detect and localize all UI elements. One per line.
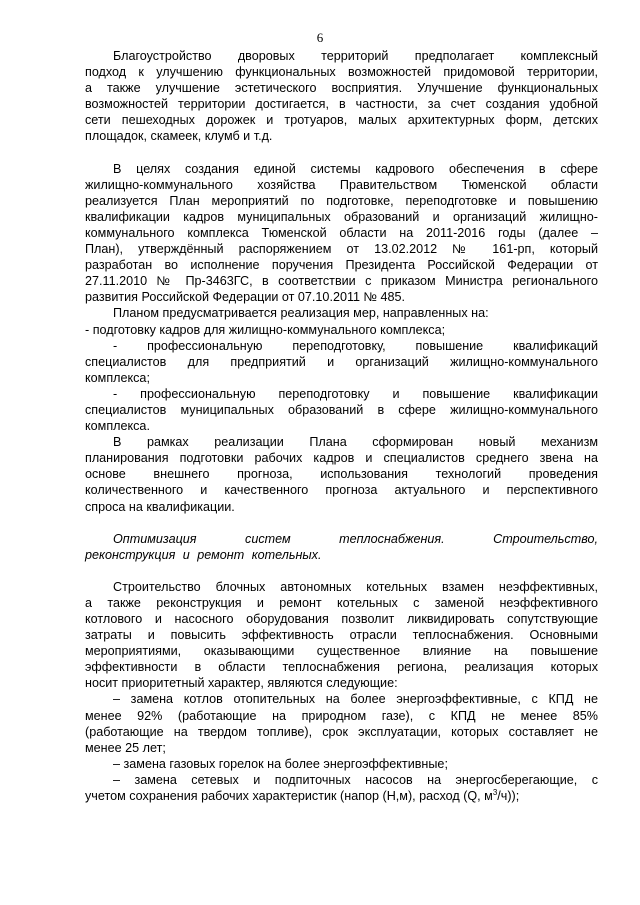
- text-fragment: учетом сохранения рабочих характеристик (напор (Н,м), расход (Q, м: [85, 789, 493, 804]
- text-line: жилищно-коммунального хозяйства Правительством Тюменской области: [85, 177, 598, 192]
- list-item-personnel-training: [85, 322, 598, 338]
- text-line: - профессиональную переподготовку, повышение квалификаций: [113, 338, 598, 353]
- list-item-municipal-specialists: [85, 386, 598, 434]
- text-line: развития Российской Федерации от 07.10.2011 № 485.: [85, 290, 406, 305]
- text-line: Оптимизация систем теплоснабжения. Строительство,: [113, 531, 598, 546]
- text-line: подход к улучшению функциональных возможностей придомовой территории,: [85, 65, 598, 80]
- paragraph-gap: [85, 563, 598, 579]
- text-line: носит приоритетный характер, являются следующие:: [85, 676, 398, 691]
- text-line: площадок, скамеек, клумб и т.д.: [85, 129, 273, 144]
- text-line: реконструкция и ремонт котельных.: [85, 547, 322, 562]
- text-line: менее 92% (работающие на природном газе), с КПД не менее 85%: [85, 708, 598, 723]
- text-line: 27.11.2010 № Пр-3463ГС, в соответствии с приказом Министра регионального: [85, 274, 598, 289]
- text-line: – замена котлов отопительных на более энергоэффективные, с КПД не: [113, 692, 598, 707]
- list-item-gas-burners: [85, 756, 598, 772]
- text-line: планирования подготовки рабочих кадров и специалистов среднего звена на: [85, 451, 598, 466]
- text-line: спроса на квалификации.: [85, 499, 235, 514]
- superscript-exponent: 3: [492, 787, 498, 797]
- text-line: В целях создания единой системы кадрового обеспечения в сфере: [113, 161, 598, 176]
- text-line: специалистов муниципальных образований в сфере жилищно-коммунального: [85, 402, 598, 417]
- text-line: - подготовку кадров для жилищно-коммунального комплекса;: [85, 322, 446, 337]
- text-line: – замена газовых горелок на более энергоэффективные;: [113, 756, 448, 771]
- text-line: Строительство блочных автономных котельных взамен неэффективных,: [113, 579, 598, 594]
- text-line: В рамках реализации Плана сформирован новый механизм: [113, 435, 598, 450]
- text-line: коммунального комплекса Тюменской области на 2011-2016 годы (далее –: [85, 225, 598, 240]
- text-line: – замена сетевых и подпиточных насосов на энергосберегающие, с: [113, 772, 598, 787]
- paragraph-courtyard-improvement: [85, 48, 598, 145]
- text-line: количественного и качественного прогноза актуального и перспективного: [85, 483, 598, 498]
- text-line: реализуется План мероприятий по подготовке, переподготовке и повышению: [85, 193, 598, 208]
- text-line: [85, 788, 598, 804]
- text-line: затраты и повысить эффективность отрасли теплоснабжения. Основными: [85, 628, 598, 643]
- paragraph-boiler-construction: [85, 579, 598, 692]
- text-line: комплекса.: [85, 419, 150, 434]
- page-number: 6: [316, 30, 324, 45]
- section-heading-heat-supply: [85, 531, 598, 563]
- text-line: специалистов для предприятий и организаций жилищно-коммунального: [85, 354, 598, 369]
- text-line: (работающие на твердом топливе), срок эксплуатации, которых составляет не: [85, 724, 598, 739]
- text-line: котлового и насосного оборудования позволит ликвидировать сопутствующие: [85, 612, 598, 626]
- text-line: менее 25 лет;: [85, 740, 166, 755]
- paragraph-plan-intro: [85, 305, 598, 321]
- list-item-pumps: [85, 772, 598, 804]
- text-line: разработан во исполнение поручения Президента Российской Федерации от: [85, 258, 598, 273]
- list-item-boiler-replacement: [85, 691, 598, 755]
- paragraph-planning-mechanism: [85, 434, 598, 514]
- text-line: План), утверждённый распоряжением от 13.02.2012 № 161-рп, который: [85, 242, 598, 257]
- text-line: комплекса;: [85, 370, 150, 385]
- text-line: эффективности в области теплоснабжения региона, реализация которых: [85, 660, 598, 675]
- text-line: сети пешеходных дорожек и тротуаров, малых архитектурных форм, детских: [85, 113, 598, 128]
- text-line: а также реконструкция и ремонт котельных с заменой неэффективного: [85, 595, 598, 610]
- text-line: основе внешнего прогноза, использования технологий проведения: [85, 467, 598, 482]
- text-fragment: /ч));: [497, 789, 520, 804]
- text-line: Благоустройство дворовых территорий предполагает комплексный: [113, 49, 598, 63]
- paragraph-staffing-plan: [85, 161, 598, 306]
- document-body: [85, 48, 598, 804]
- text-line: Планом предусматривается реализация мер, направленных на:: [113, 306, 489, 321]
- paragraph-gap: [85, 515, 598, 531]
- paragraph-gap: [85, 145, 598, 161]
- text-line: возможностей территории достигается, в частности, за счет создания удобной: [85, 97, 598, 112]
- text-line: квалификации кадров муниципальных образований и организаций жилищно-: [85, 209, 598, 224]
- text-line: а также улучшение эстетического восприятия. Улучшение функциональных: [85, 81, 598, 96]
- list-item-professional-retraining: [85, 338, 598, 386]
- text-line: мероприятиями, оказывающими существенное влияние на повышение: [85, 644, 598, 659]
- text-line: - профессиональную переподготовку и повышение квалификации: [113, 386, 598, 401]
